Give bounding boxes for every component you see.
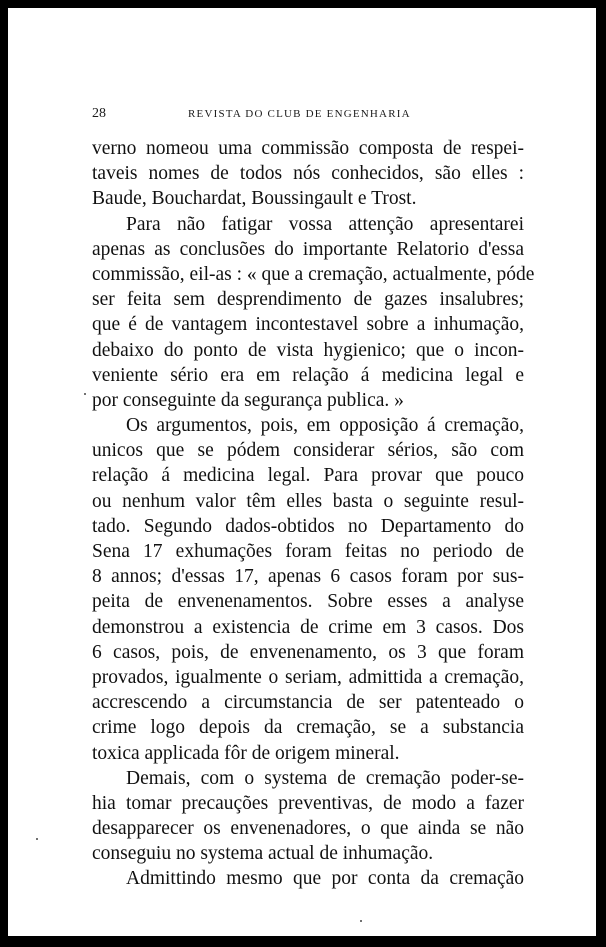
text-line: Sena 17 exhumações foram feitas no periodo de	[92, 541, 524, 562]
running-title: REVISTA DO CLUB DE ENGENHARIA	[188, 108, 411, 120]
body-text	[92, 136, 535, 892]
text-line: tado. Segundo dados-obtidos no Departamento do	[92, 515, 524, 537]
speck	[36, 838, 38, 840]
text-line: 6 casos, pois, de envenenamento, os 3 que foram	[92, 641, 524, 663]
text-line: ou nenhum valor têm elles basta o seguinte resul-	[92, 490, 524, 512]
text-line: apenas as conclusões do importante Relatorio d'essa	[92, 238, 524, 260]
text-line: unicos que se pódem considerar sérios, são com	[92, 440, 524, 462]
text-line: veniente sério era em relação á medicina legal e	[92, 364, 524, 386]
page-header	[92, 106, 532, 126]
text-line: ser feita sem desprendimento de gazes insalubres;	[92, 289, 524, 311]
book-page	[8, 8, 596, 936]
text-line: peita de envenenamentos. Sobre esses a analyse	[92, 591, 524, 613]
text-line: hia tomar precauções preventivas, de modo a fazer	[92, 792, 524, 814]
text-line: verno nomeou uma commissão composta de respei-	[92, 138, 524, 159]
text-line: desapparecer os envenenadores, o que ainda se não	[92, 818, 524, 840]
text-line: que é de vantagem incontestavel sobre a inhumação,	[92, 314, 524, 336]
text-line: commissão, eil-as : « que a cremação, actualmente, póde	[92, 263, 535, 285]
text-line: relação á medicina legal. Para provar que pouco	[92, 465, 524, 487]
text-line: accrescendo a circumstancia de ser patenteado o	[92, 692, 524, 714]
text-line: taveis nomes de todos nós conhecidos, são elles :	[92, 163, 524, 185]
text-line: Baude, Bouchardat, Boussingault e Trost.	[92, 188, 417, 210]
page-number: 28	[92, 106, 106, 121]
text-line: Para não fatigar vossa attenção apresentarei	[126, 213, 524, 235]
text-line: toxica applicada fôr de origem mineral.	[92, 742, 400, 764]
text-line: conseguiu no systema actual de inhumação.	[92, 843, 434, 865]
text-line: Demais, com o systema de cremação poder-se-	[126, 767, 524, 789]
speck	[84, 393, 86, 395]
text-line: crime logo depois da cremação, se a substancia	[92, 717, 524, 739]
text-line: provados, igualmente o seriam, admittida a cremação,	[92, 666, 524, 688]
text-line: debaixo do ponto de vista hygienico; que o incon-	[92, 339, 524, 361]
text-line: Os argumentos, pois, em opposição á cremação,	[126, 415, 524, 437]
text-line: 8 annos; d'essas 17, apenas 6 casos foram por sus-	[92, 566, 524, 588]
text-line: Admittindo mesmo que por conta da cremação	[126, 868, 524, 890]
text-line: demonstrou a existencia de crime em 3 casos. Dos	[92, 616, 524, 638]
speck	[360, 920, 362, 922]
text-line: por conseguinte da segurança publica. »	[92, 389, 404, 411]
